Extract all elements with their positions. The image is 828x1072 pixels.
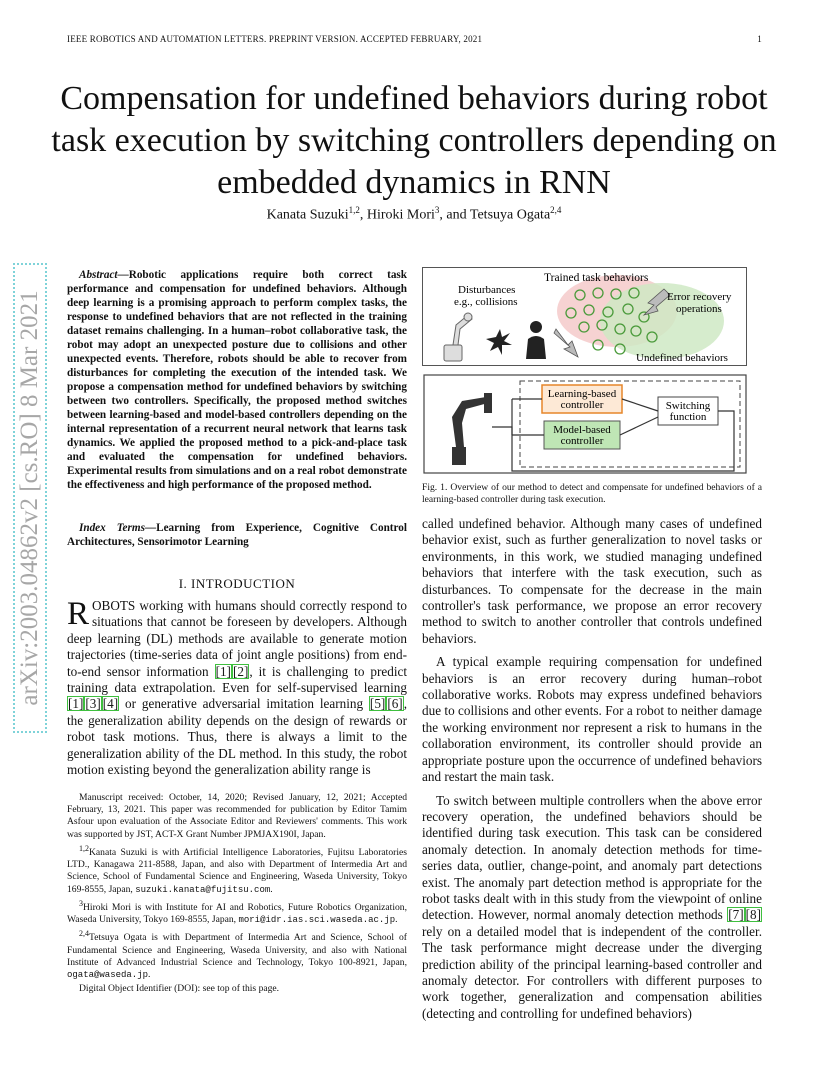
author-3-affil: 2,4 <box>550 205 562 215</box>
footnote-text: Kanata Suzuki is with Artificial Intelligence Laboratories, Fujitsu Laboratories LTD., Kanagawa 211-8588, Japan, and also with Department of Intermedia Art and Science, School of Fundamental Science and Engineering, Waseda University, Tokyo 169-8555, Japan, <box>67 847 407 895</box>
citation-link[interactable]: [1] <box>215 663 231 679</box>
email-link[interactable]: suzuki.kanata@fujitsu.com <box>135 884 271 895</box>
citation-link[interactable]: [6] <box>387 696 403 712</box>
label-error-recovery: Error recovery <box>667 291 732 303</box>
label-function: function <box>669 411 707 423</box>
author-1-affil: 1,2 <box>348 205 360 215</box>
author-separator: , <box>359 207 367 223</box>
footnote-author-3 <box>67 928 407 981</box>
label-collisions: e.g., collisions <box>454 296 518 308</box>
label-trained: Trained task behaviors <box>544 272 649 284</box>
intro-text: , it is challenging to predict training data extrapolation. Even for self-supervised learning <box>67 663 407 696</box>
citation-link[interactable]: [4] <box>102 696 119 712</box>
citation-link[interactable]: [3] <box>85 696 101 712</box>
drop-cap: R <box>67 596 90 632</box>
footnote-author-1 <box>67 843 407 896</box>
footnote-text: Tetsuya Ogata is with Department of Intermedia Art and Science, School of Fundamental Science and Engineering, Waseda University, and also with National Institute of Advanced Industrial Science and Technology, Tokyo 100-8921, Japan, <box>67 932 407 968</box>
footnote-manuscript: Manuscript received: October, 14, 2020; Revised January, 12, 2021; Accepted February, 13, 2021. This paper was recommended for publication by Editor Tamim Asfour upon evaluation of the Associate Editor and Reviewers' comments. This work was supported by JST, ACT-X Grant Number JPMJAX190I, Japan. <box>67 792 407 840</box>
figure-1 <box>422 267 762 477</box>
citation-link[interactable]: [1] <box>68 696 84 712</box>
figure-caption: Fig. 1. Overview of our method to detect and compensate for undefined behaviors of a learning-based controller during task execution. <box>422 482 762 505</box>
label-disturbances: Disturbances <box>458 284 516 296</box>
paragraph: A typical example requiring compensation for undefined behaviors is an error recovery during human–robot collaborative works. Robots may express undefined behaviors due to collisions and other events. For a robot to neither damage the working environment nor represent a risk to humans in the collaboration environment, its controller should provide an appropriate posture upon the occurrence of undefined behaviors and restart the main task. <box>422 654 762 785</box>
label-undefined: Undefined behaviors <box>636 352 728 364</box>
paper-title: Compensation for undefined behaviors during robot task execution by switching controllers depending on embedded dynamics in RNN <box>51 80 777 201</box>
abstract-text: —Robotic applications require both correct task performance and compensation for undefined behaviors. Although deep learning is a promising approach to perform complex tasks, the response to undefined behaviors that are not reflected in the training dataset remains challenging. In a human–robot collaborative task, the robot may adopt an unexpected posture due to collisions and other unexpected events. Therefore, robots should be able to recover from disturbances for completing the execution of the intended task. We propose a compensation method for undefined behaviors by switching between two controllers. Specifically, the proposed method switches between learning-based and model-based controllers depending on the internal representation of a recurrent neural network that learns task dynamics. We applied the proposed method to a pick-and-place task and evaluated the compensation for undefined behaviors. Experimental results from simulations and on a real robot demonstrate the effectiveness and high performance of the proposed method. <box>67 269 407 491</box>
running-header <box>67 34 762 44</box>
author-1: Kanata Suzuki <box>266 207 349 223</box>
figure-1-diagram <box>422 267 762 477</box>
intro-text: , the generalization ability depends on the design of rewards or robot task motions. Thus, there is always a limit to the generalization ability of the DL method. In this study, the robot motion existing beyond the generalization ability range is <box>67 696 407 778</box>
footnote-text: . <box>270 883 273 895</box>
citation-link[interactable]: [7] <box>728 907 744 923</box>
index-terms <box>67 521 407 549</box>
footnote-author-2 <box>67 898 407 927</box>
abstract-label: Abstract <box>79 269 118 281</box>
footnote-text: . <box>148 969 151 981</box>
footnote-text: . <box>395 914 398 926</box>
label-operations: operations <box>676 303 722 315</box>
arxiv-stamp[interactable] <box>13 263 47 733</box>
footnote-sup: 1,2 <box>79 843 89 853</box>
email-link[interactable]: ogata@waseda.jp <box>67 970 149 981</box>
footnote-sup: 2,4 <box>79 929 89 939</box>
author-2-affil: 3 <box>434 205 440 215</box>
label-learning-based: Learning-based <box>547 388 617 400</box>
citation-link[interactable]: [5] <box>369 696 386 712</box>
author-2: Hiroki Mori <box>366 207 435 223</box>
running-head-text: IEEE ROBOTICS AND AUTOMATION LETTERS. PREPRINT VERSION. ACCEPTED FEBRUARY, 2021 <box>67 34 483 44</box>
paragraph: called undefined behavior. Although many cases of undefined behavior exist, such as further generalization to novel tasks or environments, in this work, we studied managing undefined behaviors that interfere with the task execution, such as disturbances. To compensate for the decrease in the main controller's task performance, we propose an error recovery method to switch to another controller that controls undefined behaviors. <box>422 516 762 646</box>
intro-text: or generative adversarial imitation learning <box>119 696 369 712</box>
index-terms-text: —Learning from Experience, Cognitive Control Architectures, Sensorimotor Learning <box>67 522 407 548</box>
email-link[interactable]: mori@idr.ias.sci.waseda.ac.jp <box>238 915 396 926</box>
abstract <box>67 268 407 492</box>
author-3: Tetsuya Ogata <box>469 207 551 223</box>
citation-link[interactable]: [8] <box>745 907 761 923</box>
intro-paragraph <box>67 598 407 778</box>
author-separator: , and <box>439 207 470 223</box>
label-model-based: Model-based <box>553 424 611 436</box>
index-terms-label: Index Terms <box>79 522 145 534</box>
section-heading: I. INTRODUCTION <box>178 576 296 591</box>
footnote-text: Hiroki Mori is with Institute for AI and Robotics, Future Robotics Organization, Waseda University, Tokyo 169-8555, Japan, <box>67 902 407 926</box>
footnote-doi: Digital Object Identifier (DOI): see top of this page. <box>79 983 280 995</box>
label-model-controller: controller <box>560 435 604 447</box>
arxiv-stamp-text: arXiv:2003.04862v2 [cs.RO] 8 Mar 2021 <box>16 290 43 706</box>
right-column-text <box>422 516 762 1029</box>
citation-link[interactable]: [2] <box>232 663 249 679</box>
author-list <box>0 205 828 224</box>
paragraph <box>422 793 762 1023</box>
label-switching: Switching <box>665 400 711 412</box>
label-learning-controller: controller <box>560 399 604 411</box>
footnote-sup: 3 <box>79 898 83 908</box>
footnotes <box>67 792 407 998</box>
paragraph-text: To switch between multiple controllers when the above error recovery operation, the undefined behaviors should be identified during task execution. This task can be considered anomaly detection. In anomaly detection methods for time-series data, outlier, change-point, and anomaly part detections exist. The anomaly part detection method is appropriate for the robot tasks dealt with in this study from the viewpoint of online detection. However, normal anomaly detection methods <box>422 792 762 923</box>
page-number: 1 <box>757 34 762 44</box>
intro-text: OBOTS working with humans should correctly respond to situations that cannot be foreseen by developers. Although deep learning (DL) methods are available to generate motion trajectories (time-series data of joint angle positions) from end-to-end sensor information <box>67 598 407 679</box>
paragraph-text: rely on a detailed model that is independent of the controller. The task performance might decrease under the diverging prediction ability of the principal learning-based controller and anomaly detector. For controllers with different purposes to work together, generalization and compensation abilities (detecting and controlling for undefined behaviors) <box>422 923 762 1021</box>
